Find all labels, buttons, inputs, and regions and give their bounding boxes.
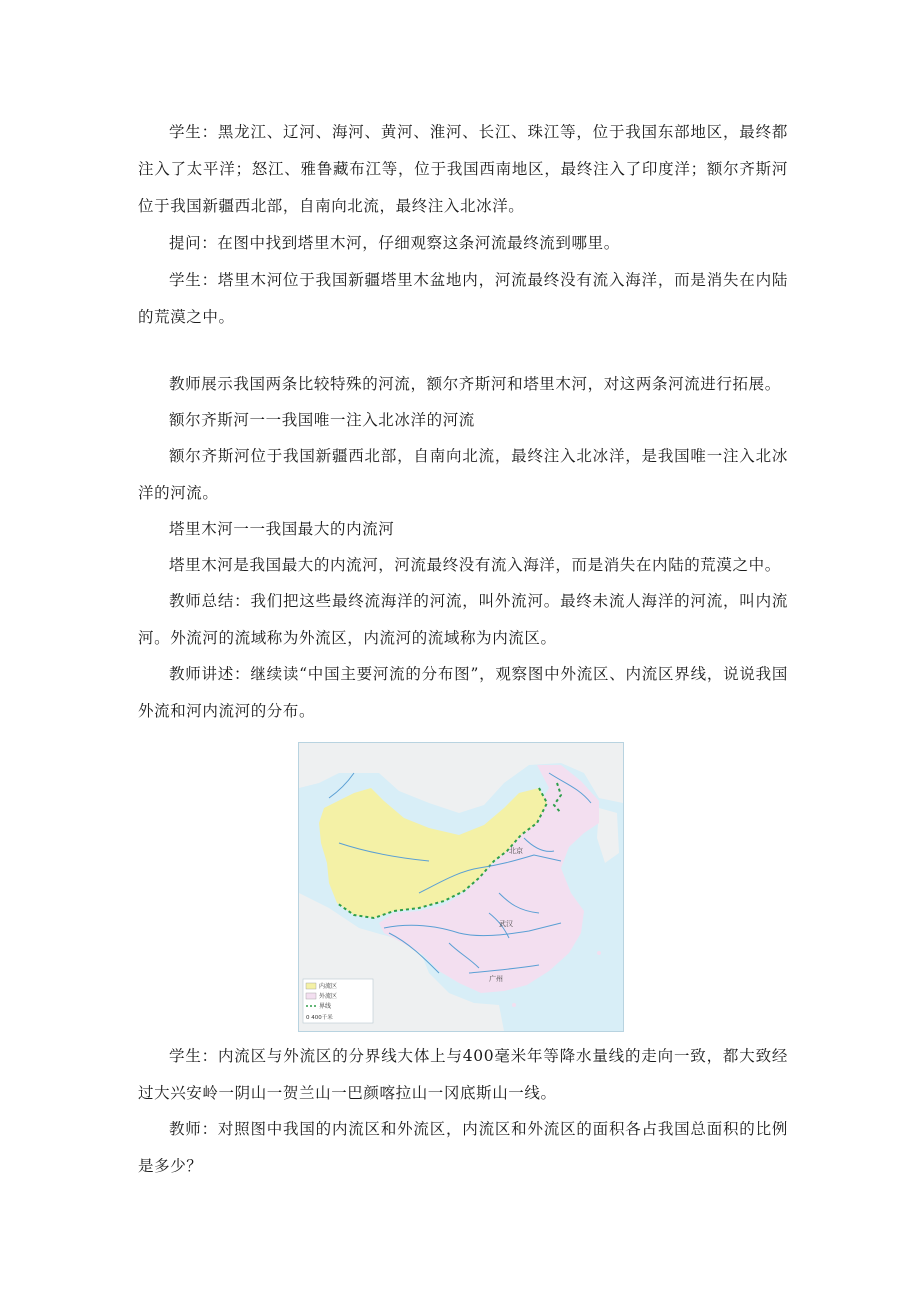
paragraph-teacher-question: 教师：对照图中我国的内流区和外流区，内流区和外流区的面积各占我国总面积的比例是多少？ xyxy=(138,1120,788,1175)
paragraph-irtysh: 额尔齐斯河位于我国新疆西北部，自南向北流，最终注入北冰洋，是我国唯一注入北冰洋的河流。 xyxy=(138,447,788,502)
heading-tarim: 塔里木河一一我国最大的内流河 xyxy=(169,520,395,538)
paragraph-teacher-summary: 教师总结：我们把这些最终流海洋的河流，叫外流河。最终未流人海洋的河流，叫内流河。外流河的流域称为外流区，内流河的流域称为内流区。 xyxy=(138,592,788,647)
legend-inland-swatch xyxy=(306,983,316,989)
paragraph-teacher-show: 教师展示我国两条比较特殊的河流，额尔齐斯河和塔里木河，对这两条河流进行拓展。 xyxy=(169,375,781,393)
paragraph-student-rivers: 学生：黑龙江、辽河、海河、黄河、淮河、长江、珠江等，位于我国东部地区，最终都注入了太平洋；怒江、雅鲁藏布江等，位于我国西南地区，最终注入了印度洋；额尔齐斯河位于我国新疆西北部，自南向北流，最终注入北冰洋。 xyxy=(138,123,788,215)
legend-scale-label: 0 400千米 xyxy=(306,1015,333,1021)
legend-outflow-label: 外流区 xyxy=(319,993,338,1000)
map-legend xyxy=(303,979,373,1023)
legend-boundary-label: 界线 xyxy=(319,1003,332,1010)
legend-inland-label: 内流区 xyxy=(319,983,338,990)
island-taiwan xyxy=(597,951,601,955)
paragraph-tarim: 塔里木河是我国最大的内流河，河流最终没有流入海洋，而是消失在内陆的荒漠之中。 xyxy=(169,556,781,574)
legend-outflow-swatch xyxy=(306,993,316,999)
paragraph-student-tarim: 学生：塔里木河位于我国新疆塔里木盆地内，河流最终没有流入海洋，而是消失在内陆的荒漠之中。 xyxy=(138,271,788,326)
city-label-beijing: 北京 xyxy=(509,847,523,855)
china-rivers-map xyxy=(298,742,624,1032)
paragraph-question-tarim: 提问：在图中找到塔里木河，仔细观察这条河流最终流到哪里。 xyxy=(169,234,620,252)
paragraph-student-boundary: 学生：内流区与外流区的分界线大体上与400毫米年等降水量线的走向一致，都大致经过大兴安岭一阴山一贺兰山一巴颜喀拉山一冈底斯山一线。 xyxy=(138,1047,788,1102)
city-label-wuhan: 武汉 xyxy=(499,920,513,928)
paragraph-teacher-lecture: 教师讲述：继续读“中国主要河流的分布图”，观察图中外流区、内流区界线，说说我国外流和河内流河的分布。 xyxy=(138,665,788,720)
island-hainan xyxy=(512,1003,516,1007)
city-label-guangzhou: 广州 xyxy=(489,975,503,983)
heading-irtysh: 额尔齐斯河一一我国唯一注入北冰洋的河流 xyxy=(169,411,475,429)
